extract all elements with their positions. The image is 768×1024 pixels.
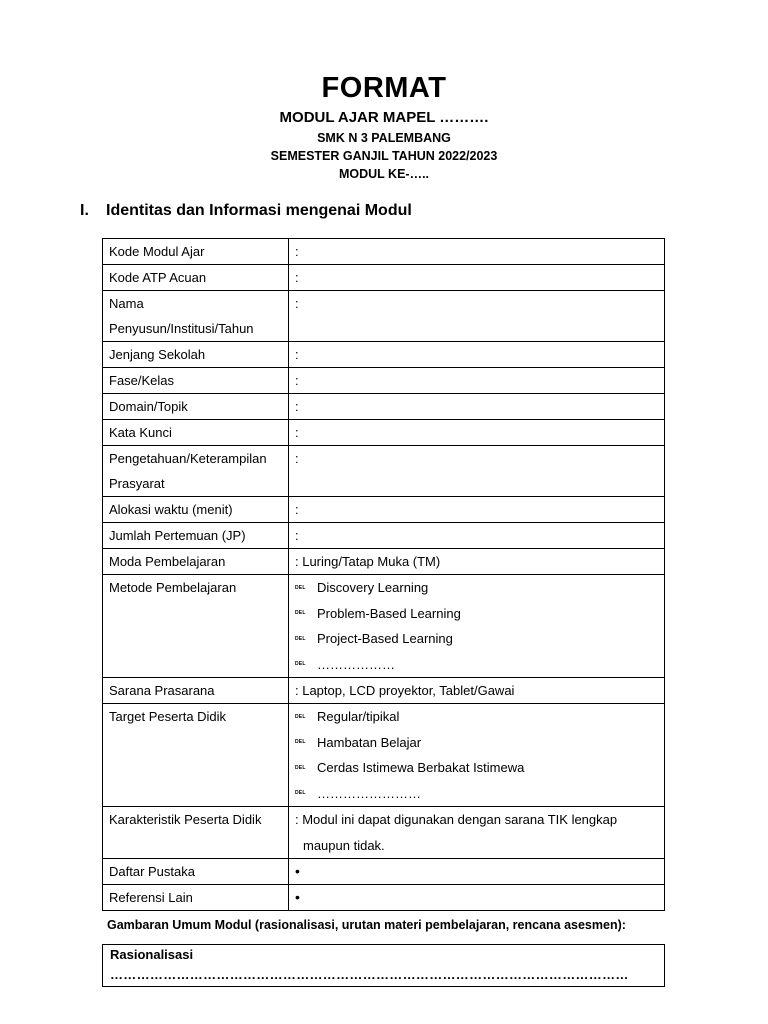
module-number: MODUL KE-…..	[338, 167, 430, 181]
row-label: Metode Pembelajaran	[103, 575, 289, 678]
table-row	[103, 265, 665, 291]
module-subtitle: MODUL AJAR MAPEL ……….	[279, 109, 489, 126]
list-item-text: ………………	[317, 656, 395, 672]
school-name: SMK N 3 PALEMBANG	[317, 131, 451, 145]
list-item	[289, 575, 658, 601]
row-value: :	[289, 368, 665, 394]
row-label: Moda Pembelajaran	[103, 549, 289, 575]
bullet-marker: DEL	[295, 661, 306, 668]
table-row	[103, 239, 665, 265]
list-item	[289, 601, 658, 627]
row-label: Pengetahuan/Keterampilan Prasyarat	[103, 446, 289, 497]
document-title: FORMAT	[321, 72, 447, 104]
table-row	[103, 807, 665, 859]
rationale-box	[102, 944, 665, 987]
list-item	[289, 781, 658, 807]
list-item	[289, 704, 658, 730]
row-value: :	[289, 497, 665, 523]
table-row	[103, 885, 665, 911]
table-row	[103, 368, 665, 394]
list-item-text: Discovery Learning	[317, 580, 429, 595]
row-label: Jenjang Sekolah	[103, 342, 289, 368]
row-value: :	[289, 420, 665, 446]
row-label: Sarana Prasarana	[103, 678, 289, 704]
bullet-marker: DEL	[295, 584, 306, 591]
row-value	[289, 807, 665, 859]
row-label: Daftar Pustaka	[103, 859, 289, 885]
row-label: Fase/Kelas	[103, 368, 289, 394]
list-item-text: Cerdas Istimewa Berbakat Istimewa	[317, 760, 525, 775]
bullet-marker: DEL	[295, 635, 306, 642]
row-value: :	[289, 523, 665, 549]
table-row	[103, 420, 665, 446]
table-row	[103, 549, 665, 575]
list-item-text: Project-Based Learning	[317, 631, 453, 646]
semester-line: SEMESTER GANJIL TAHUN 2022/2023	[270, 149, 498, 163]
row-label: Target Peserta Didik	[103, 704, 289, 807]
row-value: : Laptop, LCD proyektor, Tablet/Gawai	[289, 678, 665, 704]
table-row	[103, 575, 665, 678]
bullet-marker: DEL	[295, 739, 306, 746]
table-row	[103, 497, 665, 523]
row-label: Referensi Lain	[103, 885, 289, 911]
list-item	[289, 626, 658, 652]
bullet-marker: DEL	[295, 713, 306, 720]
table-row	[103, 859, 665, 885]
row-label: Kata Kunci	[103, 420, 289, 446]
row-label: Domain/Topik	[103, 394, 289, 420]
row-value: •	[289, 859, 665, 885]
row-value: :	[289, 394, 665, 420]
list-item-text: Regular/tipikal	[317, 709, 400, 724]
list-item-text: Problem-Based Learning	[317, 605, 461, 621]
row-value: :	[289, 446, 665, 497]
table-row	[103, 704, 665, 807]
row-label: Alokasi waktu (menit)	[103, 497, 289, 523]
row-value: :	[289, 265, 665, 291]
row-value: •	[289, 885, 665, 911]
row-value: :	[289, 239, 665, 265]
section-title: Identitas dan Informasi mengenai Modul	[106, 202, 412, 219]
row-label: Nama Penyusun/Institusi/Tahun	[103, 291, 289, 342]
section-number: I.	[80, 202, 89, 219]
bullet-marker: DEL	[295, 764, 306, 771]
value-line: maupun tidak.	[303, 837, 385, 853]
rationale-title: Rasionalisasi	[110, 947, 194, 962]
list-item-text: Hambatan Belajar	[317, 734, 422, 750]
row-value: :	[289, 291, 665, 342]
method-list	[289, 575, 665, 678]
row-label: Jumlah Pertemuan (JP)	[103, 523, 289, 549]
table-row	[103, 291, 665, 342]
target-list	[289, 704, 665, 807]
rationale-placeholder: ………………………………………………………………………………………………………	[110, 967, 629, 982]
list-item	[289, 755, 658, 781]
list-item-text: ……………………	[317, 785, 421, 801]
row-label: Kode ATP Acuan	[103, 265, 289, 291]
table-row	[103, 394, 665, 420]
overview-heading: Gambaran Umum Modul (rasionalisasi, urutan materi pembelajaran, rencana asesmen):	[107, 918, 626, 932]
value-line: : Modul ini dapat digunakan dengan sarana TIK lengkap	[295, 812, 618, 827]
row-label: Karakteristik Peserta Didik	[103, 807, 289, 859]
row-value: :	[289, 342, 665, 368]
table-row	[103, 678, 665, 704]
table-row	[103, 342, 665, 368]
bullet-marker: DEL	[295, 790, 306, 797]
module-identity-table	[102, 238, 665, 911]
list-item	[289, 652, 658, 678]
bullet-marker: DEL	[295, 610, 306, 617]
table-row	[103, 523, 665, 549]
row-label: Kode Modul Ajar	[103, 239, 289, 265]
list-item	[289, 730, 658, 756]
table-row	[103, 446, 665, 497]
row-value: : Luring/Tatap Muka (TM)	[289, 549, 665, 575]
section-heading	[80, 202, 412, 220]
